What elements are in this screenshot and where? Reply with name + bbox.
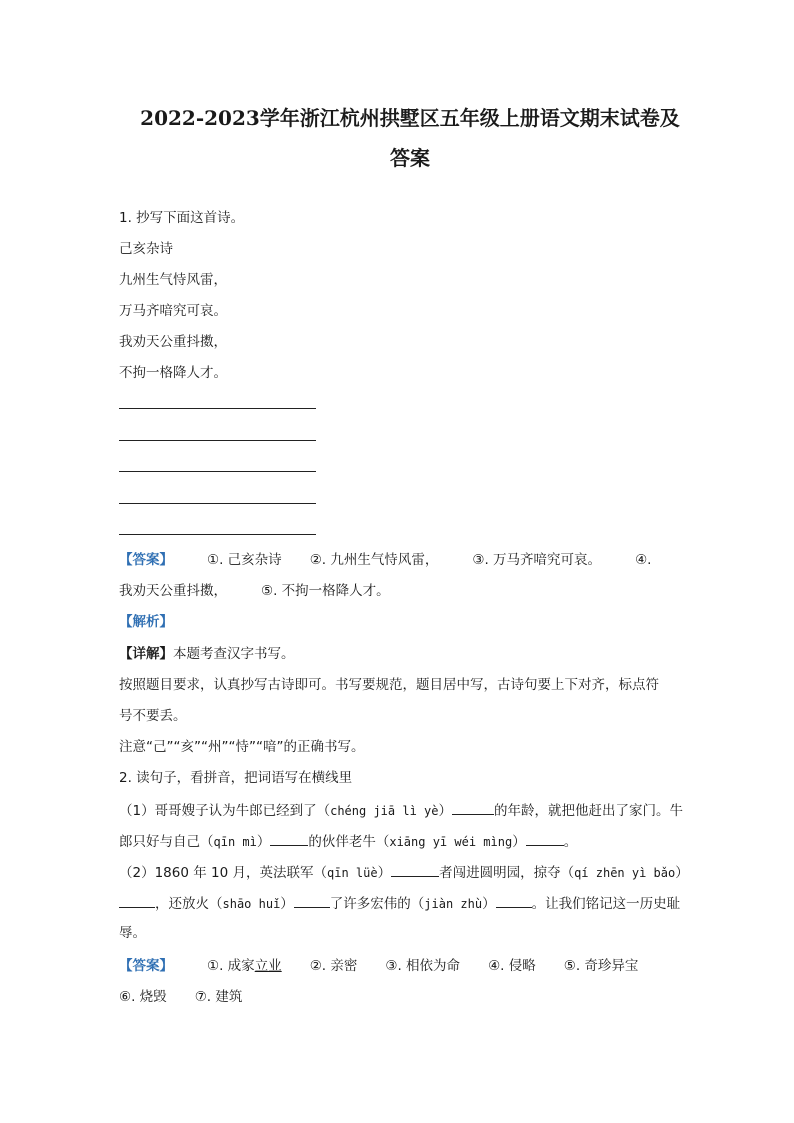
writing-line-4[interactable] [119, 503, 316, 504]
answer-blank-2[interactable] [270, 831, 308, 846]
detail-row [119, 645, 295, 663]
q2-sentence-1-line-1 [119, 800, 683, 820]
pinyin-6: shāo huǐ [222, 897, 281, 911]
q2-answer-6: ⑥. 烧毁 [119, 989, 167, 1005]
q2-answer-5: ⑤. 奇珍异宝 [563, 958, 639, 974]
q1-answer-4: 我劝天公重抖擞， [119, 583, 227, 599]
answer-tag: 【答案】 [119, 958, 173, 974]
poem-line-1: 九州生气恃风雷， [119, 272, 227, 288]
sentence-text: ） [438, 803, 452, 819]
sentence-text: 了许多宏伟的（ [329, 896, 425, 912]
sentence-text: 者闯进圆明园，掠夺（ [439, 865, 575, 881]
q2-answer-4: ④. 侵略 [488, 958, 536, 974]
q2-sentence-2-line-1 [119, 862, 689, 882]
writing-line-5[interactable] [119, 534, 316, 535]
q1-answer-4-marker: ④. [635, 552, 652, 568]
answer-blank-6[interactable] [294, 893, 330, 908]
pinyin-5: qí zhēn yì bǎo [574, 866, 676, 880]
explanation-note: 注意“己”“亥”“州”“恃”“喑”的正确书写。 [119, 739, 365, 755]
sentence-text: ） [280, 896, 294, 912]
page-title-line-1: 2022-2023学年浙江杭州拱墅区五年级上册语文期末试卷及 [140, 106, 680, 130]
poem-line-4: 不拘一格降人才。 [119, 365, 227, 381]
answer-blank-1[interactable] [452, 800, 494, 815]
explanation-line-1: 按照题目要求，认真抄写古诗即可。书写要规范，题目居中写，古诗句要上下对齐，标点符 [119, 677, 659, 693]
sentence-text: ） [482, 896, 496, 912]
sentence-text: ） [675, 865, 689, 881]
writing-line-3[interactable] [119, 471, 316, 472]
writing-line-1[interactable] [119, 408, 316, 409]
sentence-text: （2）1860 年 10 月，英法联军（ [119, 865, 327, 881]
q2-answer-row-1 [119, 957, 638, 975]
answer-blank-7[interactable] [496, 893, 532, 908]
q1-answer-3: ③. 万马齐喑究可哀。 [472, 552, 602, 568]
poem-line-2: 万马齐喑究可哀。 [119, 303, 227, 319]
page-title-line-2: 答案 [390, 146, 430, 170]
q2-answer-3: ③. 相依为命 [385, 958, 461, 974]
sentence-text: （1）哥哥嫂子认为牛郎已经到了（ [119, 803, 331, 819]
q2-sentence-2-line-2 [119, 893, 680, 913]
answer-blank-4[interactable] [391, 862, 439, 877]
q1-answer-row-1 [119, 551, 651, 569]
explanation-line-2: 号不要丢。 [119, 708, 187, 724]
detail-tag: 【详解】 [119, 646, 173, 662]
poem-line-3: 我劝天公重抖擞， [119, 334, 227, 350]
sentence-text: 的年龄，就把他赶出了家门。牛 [493, 803, 683, 819]
answer-tag: 【答案】 [119, 552, 173, 568]
writing-line-2[interactable] [119, 440, 316, 441]
sentence-text: ，还放火（ [155, 896, 223, 912]
q1-answer-5: ⑤. 不拘一格降人才。 [261, 583, 390, 599]
q1-answer-1: ①. 己亥杂诗 [207, 552, 282, 568]
q2-answer-row-2 [119, 988, 242, 1006]
pinyin-4: qīn lüè [327, 866, 378, 880]
q1-answer-2: ②. 九州生气恃风雷， [309, 552, 439, 568]
q2-answer-1b: 立业 [254, 958, 282, 974]
question-1-prompt: 1. 抄写下面这首诗。 [119, 210, 245, 226]
poem-title: 己亥杂诗 [119, 241, 173, 257]
analysis-tag: 【解析】 [119, 614, 173, 630]
detail-text: 本题考查汉字书写。 [173, 646, 295, 662]
answer-blank-5[interactable] [119, 893, 155, 908]
pinyin-3: xiāng yī wéi mìng [389, 835, 513, 849]
sentence-text: ） [256, 834, 271, 850]
sentence-text: 。让我们铭记这一历史耻 [531, 896, 681, 912]
q1-answer-row-2 [119, 582, 390, 600]
sentence-text: ） [512, 834, 526, 850]
sentence-text: ） [377, 865, 392, 881]
sentence-text: 郎只好与自己（ [119, 834, 214, 850]
q2-answer-7: ⑦. 建筑 [194, 989, 243, 1005]
sentence-text: 。 [563, 834, 578, 850]
q2-answer-2: ②. 亲密 [309, 958, 358, 974]
q2-sentence-1-line-2 [119, 831, 577, 851]
q2-answer-1a: ①. 成家 [207, 958, 255, 974]
question-2-prompt: 2. 读句子，看拼音，把词语写在横线里 [119, 770, 353, 786]
answer-blank-3[interactable] [526, 831, 564, 846]
pinyin-2: qīn mì [213, 835, 257, 849]
pinyin-1: chéng jiā lì yè [330, 804, 439, 818]
q2-sentence-2-line-3: 辱。 [119, 925, 146, 941]
pinyin-7: jiàn zhù [424, 897, 483, 911]
sentence-text: 的伙伴老牛（ [308, 834, 390, 850]
